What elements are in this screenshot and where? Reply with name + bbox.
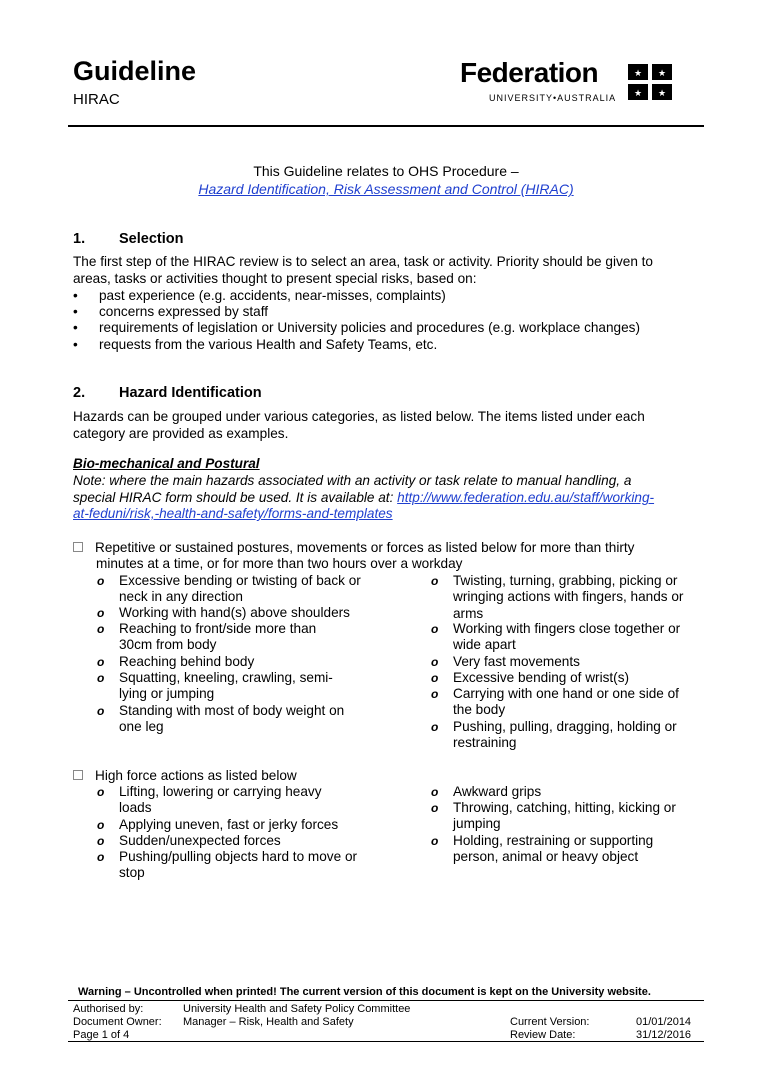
list-item: • requirements of legislation or University policies and procedures (e.g. workplace changes) bbox=[73, 320, 640, 335]
section-2-number: 2. bbox=[73, 385, 86, 401]
bullet-icon: • bbox=[73, 288, 78, 303]
section-1-heading bbox=[73, 231, 183, 247]
list-item: o Reaching behind body bbox=[97, 654, 255, 669]
circle-bullet-icon: o bbox=[431, 671, 439, 685]
uncontrolled-warning: Warning – Uncontrolled when printed! The current version of this document is kept on the University website. bbox=[78, 986, 651, 998]
list-item: o Lifting, lowering or carrying heavy loads bbox=[97, 784, 322, 816]
document-title: Guideline bbox=[73, 56, 197, 86]
document-subtitle: HIRAC bbox=[73, 91, 120, 108]
checkbox-icon bbox=[73, 542, 83, 552]
list-item: • requests from the various Health and Safety Teams, etc. bbox=[73, 337, 438, 352]
svg-text:★: ★ bbox=[658, 89, 667, 99]
federation-logo bbox=[460, 57, 675, 106]
page-number: Page 1 of 4 bbox=[73, 1029, 130, 1041]
list-item: o Awkward grips bbox=[431, 784, 542, 799]
current-version-value: 01/01/2014 bbox=[636, 1016, 692, 1028]
intro-line: This Guideline relates to OHS Procedure – bbox=[253, 163, 519, 179]
biomechanical-subheading: Bio-mechanical and Postural bbox=[73, 456, 260, 471]
authorised-value: University Health and Safety Policy Committee bbox=[183, 1003, 411, 1015]
circle-bullet-icon: o bbox=[431, 687, 439, 701]
list-item: o Reaching to front/side more than 30cm from body bbox=[97, 621, 317, 653]
circle-bullet-icon: o bbox=[431, 574, 439, 588]
section-2-para-line2: category are provided as examples. bbox=[73, 426, 289, 441]
svg-text:★: ★ bbox=[634, 89, 643, 99]
list-item: o Very fast movements bbox=[431, 654, 580, 669]
footer-bottom-rule bbox=[68, 1041, 704, 1042]
footer-divider bbox=[68, 1000, 704, 1001]
review-date-value: 31/12/2016 bbox=[636, 1029, 692, 1041]
review-date-label: Review Date: bbox=[510, 1029, 576, 1041]
list-item: o Applying uneven, fast or jerky forces bbox=[97, 817, 339, 832]
group-1-header bbox=[73, 540, 634, 556]
list-item: o Holding, restraining or supporting person, animal or heavy object bbox=[431, 833, 654, 865]
list-item: o Sudden/unexpected forces bbox=[97, 833, 281, 848]
list-item: o Working with fingers close together or wide apart bbox=[431, 621, 681, 653]
list-item: • past experience (e.g. accidents, near-misses, complaints) bbox=[73, 288, 446, 303]
circle-bullet-icon: o bbox=[97, 574, 105, 588]
circle-bullet-icon: o bbox=[431, 785, 439, 799]
note-line3 bbox=[73, 506, 698, 522]
group-1-line1: Repetitive or sustained postures, movements or forces as listed below for more than thirty bbox=[95, 540, 635, 555]
circle-bullet-icon: o bbox=[431, 622, 439, 636]
group-2-line1: High force actions as listed below bbox=[95, 768, 297, 783]
forms-link[interactable]: http://www.federation.edu.au/staff/working- bbox=[397, 490, 655, 505]
circle-bullet-icon: o bbox=[97, 785, 105, 799]
authorised-label: Authorised by: bbox=[73, 1003, 144, 1015]
header-divider bbox=[68, 125, 704, 127]
list-item: o Pushing/pulling objects hard to move or stop bbox=[97, 849, 358, 881]
list-item: o Squatting, kneeling, crawling, semi-lying or jumping bbox=[97, 670, 333, 702]
section-1-title: Selection bbox=[119, 231, 184, 247]
circle-bullet-icon: o bbox=[97, 834, 105, 848]
bullet-icon: • bbox=[73, 337, 78, 352]
circle-bullet-icon: o bbox=[97, 655, 105, 669]
hirac-procedure-link[interactable]: Hazard Identification, Risk Assessment and Control (HIRAC) bbox=[198, 181, 574, 197]
list-item: o Pushing, pulling, dragging, holding or restraining bbox=[431, 719, 677, 751]
section-2-title: Hazard Identification bbox=[119, 385, 262, 401]
circle-bullet-icon: o bbox=[431, 720, 439, 734]
intro-procedure-link-row bbox=[68, 181, 704, 197]
circle-bullet-icon: o bbox=[431, 834, 439, 848]
bullet-icon: • bbox=[73, 320, 78, 335]
list-item: o Working with hand(s) above shoulders bbox=[97, 605, 350, 620]
list-item: • concerns expressed by staff bbox=[73, 304, 269, 319]
section-2-para-line1: Hazards can be grouped under various categories, as listed below. The items listed under each bbox=[73, 409, 645, 424]
forms-link-continued[interactable]: at-feduni/risk,-health-and-safety/forms-and-templates bbox=[73, 506, 393, 521]
list-item: o Throwing, catching, hitting, kicking or jumping bbox=[431, 800, 676, 832]
circle-bullet-icon: o bbox=[97, 606, 105, 620]
list-item: o Carrying with one hand or one side of the body bbox=[431, 686, 679, 718]
note-text: special HIRAC form should be used. It is available at: bbox=[73, 490, 398, 505]
southern-cross-flag-icon bbox=[628, 64, 672, 100]
svg-text:★: ★ bbox=[634, 69, 643, 79]
note-line2 bbox=[73, 490, 698, 506]
note-line1: Note: where the main hazards associated with an activity or task relate to manual handling, a bbox=[73, 473, 632, 488]
circle-bullet-icon: o bbox=[97, 671, 105, 685]
logo-subtext: UNIVERSITY•AUSTRALIA bbox=[489, 93, 617, 103]
circle-bullet-icon: o bbox=[97, 818, 105, 832]
circle-bullet-icon: o bbox=[431, 655, 439, 669]
checkbox-icon bbox=[73, 770, 83, 780]
group-2-header bbox=[73, 768, 297, 784]
circle-bullet-icon: o bbox=[97, 622, 105, 636]
group-1-line2: minutes at a time, or for more than two hours over a workday bbox=[96, 556, 463, 571]
circle-bullet-icon: o bbox=[97, 704, 105, 718]
list-item: o Standing with most of body weight on one leg bbox=[97, 703, 345, 735]
circle-bullet-icon: o bbox=[431, 801, 439, 815]
owner-label: Document Owner: bbox=[73, 1016, 162, 1028]
section-2-heading bbox=[73, 385, 262, 401]
svg-text:★: ★ bbox=[658, 69, 667, 79]
bullet-icon: • bbox=[73, 304, 78, 319]
list-item: o Excessive bending or twisting of back or neck in any direction bbox=[97, 573, 361, 605]
circle-bullet-icon: o bbox=[97, 850, 105, 864]
current-version-label: Current Version: bbox=[510, 1016, 590, 1028]
section-1-para-line2: areas, tasks or activities thought to present special risks, based on: bbox=[73, 271, 477, 286]
logo-wordmark: Federation bbox=[460, 57, 599, 88]
list-item: o Twisting, turning, grabbing, picking or wringing actions with fingers, hands or arms bbox=[431, 573, 684, 621]
section-1-para-line1: The first step of the HIRAC review is to select an area, task or activity. Priority should be given to bbox=[73, 254, 653, 269]
owner-value: Manager – Risk, Health and Safety bbox=[183, 1016, 354, 1028]
section-1-number: 1. bbox=[73, 231, 86, 247]
list-item: o Excessive bending of wrist(s) bbox=[431, 670, 630, 685]
